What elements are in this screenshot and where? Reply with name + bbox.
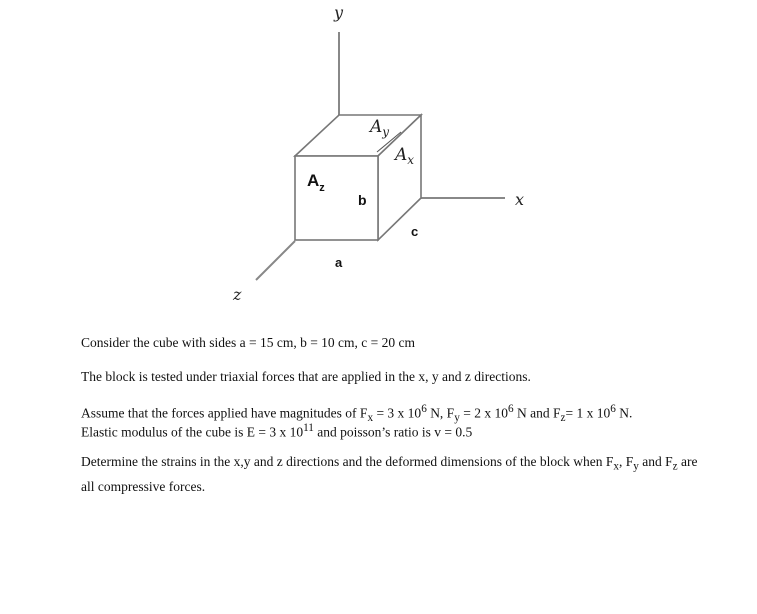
side-c-label: c: [411, 224, 419, 239]
material-properties-text: Elastic modulus of the cube is E = 3 x $10^{11}$ and poisson’s ratio is v = 0.5: [81, 422, 473, 440]
force-magnitudes-text: Assume that the forces applied have magnitudes of $F_x = 3$ x $10^6$ N, $F_y = 2$ x $10^6$ N and $F_z= 1$ x $10^6$ N.: [81, 403, 633, 425]
axis-y-label: y: [334, 3, 344, 22]
z-axis: [256, 241, 295, 280]
side-a-label: a: [335, 255, 343, 270]
triaxial-test-text: The block is tested under triaxial forces that are applied in the x, y and z directions.: [81, 369, 531, 384]
axis-z-label: z: [233, 285, 242, 304]
axis-x-label: x: [515, 190, 525, 209]
side-b-label: b: [358, 192, 367, 208]
face-ay-label: $A_y$: [370, 117, 390, 139]
face-az-label: $A_z$: [307, 171, 325, 194]
cube-dimensions-text: Consider the cube with sides a = 15 cm, b = 10 cm, c = 20 cm: [81, 335, 416, 350]
face-ax-label: $A_x$: [395, 145, 415, 167]
question-text: Determine the strains in the x,y and z directions and the deformed dimensions of the block when $F_x$, $F_y$ and $F_z$ are all compressive forces.: [81, 454, 698, 494]
